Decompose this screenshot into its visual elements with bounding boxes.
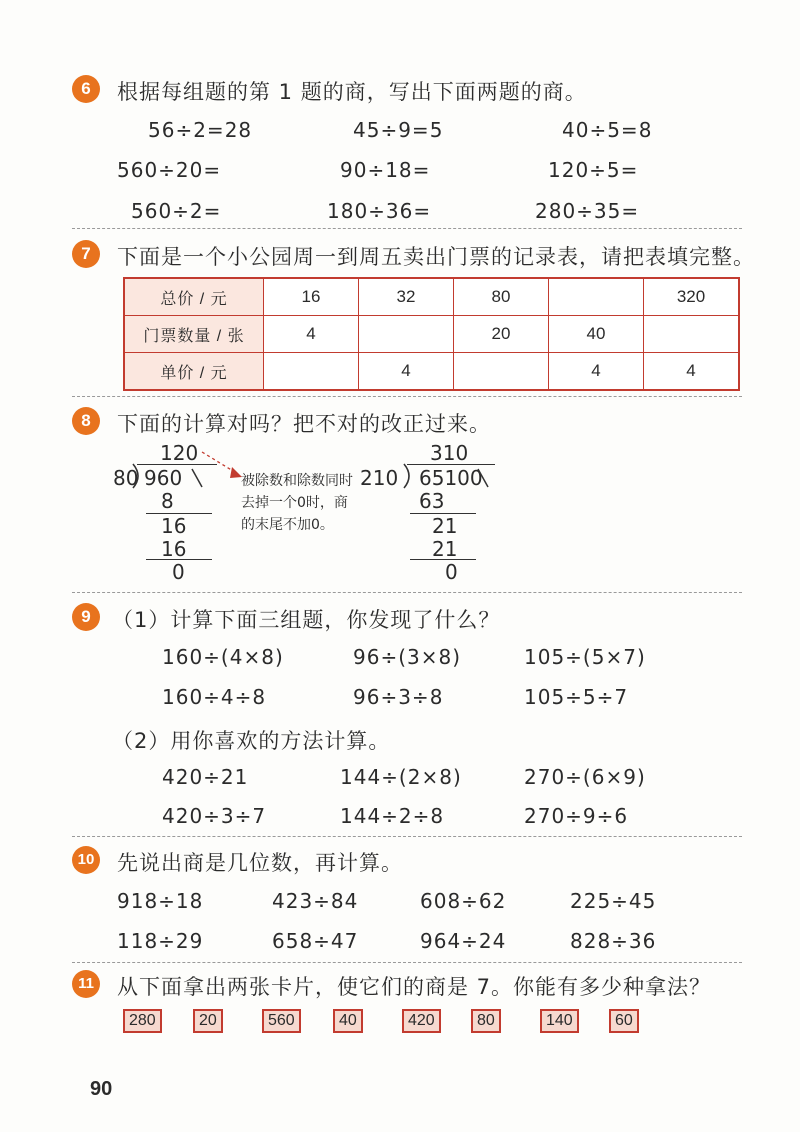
number-card[interactable]: 420 [402, 1009, 441, 1033]
expression: 120÷5= [548, 158, 639, 182]
expression: 225÷45 [570, 889, 657, 913]
table-row [124, 278, 739, 316]
table-cell[interactable] [454, 353, 549, 391]
question-number-7: 7 [72, 240, 100, 268]
dividend: 65100 [419, 466, 483, 490]
expression: 423÷84 [272, 889, 359, 913]
number-card[interactable]: 140 [540, 1009, 579, 1033]
question-6-title: 根据每组题的第 1 题的商，写出下面两题的商。 [117, 80, 587, 104]
row-header: 单价 / 元 [124, 353, 264, 391]
quotient: 310 [430, 441, 469, 465]
section-divider [72, 396, 742, 397]
question-number-8: 8 [72, 407, 100, 435]
section-divider [72, 592, 742, 593]
question-number-11: 11 [72, 970, 100, 998]
number-card[interactable]: 60 [609, 1009, 639, 1033]
number-card[interactable]: 40 [333, 1009, 363, 1033]
expression: 160÷(4×8) [162, 645, 284, 669]
expression: 96÷(3×8) [353, 645, 462, 669]
question-9-part1: （1）计算下面三组题，你发现了什么？ [112, 608, 501, 632]
table-cell[interactable] [359, 316, 454, 353]
expression: 45÷9=5 [353, 118, 444, 142]
step-line: 63 [419, 489, 445, 513]
table-cell[interactable]: 32 [359, 278, 454, 316]
row-header: 门票数量 / 张 [124, 316, 264, 353]
step-line: 0 [172, 560, 185, 584]
question-11-title: 从下面拿出两张卡片，使它们的商是 7。你能有多少种拿法？ [117, 975, 712, 999]
ticket-record-table [123, 277, 740, 391]
step-line: 21 [432, 537, 458, 561]
expression: 180÷36= [327, 199, 432, 223]
section-divider [72, 962, 742, 963]
division-bracket-icon [131, 462, 145, 490]
step-line: 8 [161, 489, 174, 513]
section-divider [72, 836, 742, 837]
expression: 96÷3÷8 [353, 685, 444, 709]
quotient: 120 [160, 441, 199, 465]
expression: 118÷29 [117, 929, 204, 953]
expression: 144÷2÷8 [340, 804, 445, 828]
step-line: 0 [445, 560, 458, 584]
question-number-6: 6 [72, 75, 100, 103]
expression: 105÷(5×7) [524, 645, 646, 669]
page-number: 90 [90, 1078, 113, 1100]
explanation-note: 被除数和除数同时去掉一个0时，商的末尾不加0。 [241, 473, 353, 533]
table-cell[interactable]: 4 [644, 353, 740, 391]
expression: 608÷62 [420, 889, 507, 913]
expression: 420÷21 [162, 765, 249, 789]
number-card[interactable]: 560 [262, 1009, 301, 1033]
expression: 160÷4÷8 [162, 685, 267, 709]
expression: 105÷5÷7 [524, 685, 629, 709]
cross-out-mark-icon [474, 465, 492, 491]
step-line: 16 [161, 537, 187, 561]
question-number-10: 10 [72, 846, 100, 874]
expression: 964÷24 [420, 929, 507, 953]
section-divider [72, 228, 742, 229]
row-header: 总价 / 元 [124, 278, 264, 316]
table-cell[interactable]: 4 [549, 353, 644, 391]
expression: 56÷2=28 [148, 118, 253, 142]
expression: 40÷5=8 [562, 118, 653, 142]
table-cell[interactable]: 4 [264, 316, 359, 353]
division-bracket-icon [402, 462, 416, 490]
expression: 280÷35= [535, 199, 640, 223]
expression: 420÷3÷7 [162, 804, 267, 828]
table-cell[interactable]: 16 [264, 278, 359, 316]
table-cell[interactable] [264, 353, 359, 391]
number-card[interactable]: 280 [123, 1009, 162, 1033]
expression: 144÷(2×8) [340, 765, 462, 789]
table-cell[interactable]: 20 [454, 316, 549, 353]
step-line: 16 [161, 514, 187, 538]
divisor: 210 [360, 466, 399, 490]
question-9-part2: （2）用你喜欢的方法计算。 [112, 729, 391, 753]
table-cell[interactable]: 80 [454, 278, 549, 316]
expression: 90÷18= [340, 158, 431, 182]
table-row [124, 353, 739, 391]
question-number-9: 9 [72, 603, 100, 631]
dividend: 960 [144, 466, 183, 490]
table-cell[interactable]: 40 [549, 316, 644, 353]
table-cell[interactable]: 4 [359, 353, 454, 391]
question-10-title: 先说出商是几位数，再计算。 [117, 851, 403, 875]
table-row [124, 316, 739, 353]
number-card[interactable]: 80 [471, 1009, 501, 1033]
expression: 828÷36 [570, 929, 657, 953]
expression: 560÷20= [117, 158, 222, 182]
divisor: 80 [113, 466, 139, 490]
expression: 918÷18 [117, 889, 204, 913]
expression: 658÷47 [272, 929, 359, 953]
expression: 270÷(6×9) [524, 765, 646, 789]
question-8-title: 下面的计算对吗？把不对的改正过来。 [117, 412, 491, 436]
table-cell[interactable]: 320 [644, 278, 740, 316]
table-cell[interactable] [644, 316, 740, 353]
expression: 560÷2= [131, 199, 222, 223]
number-card[interactable]: 20 [193, 1009, 223, 1033]
table-cell[interactable] [549, 278, 644, 316]
question-7-title: 下面是一个小公园周一到周五卖出门票的记录表，请把表填完整。 [117, 245, 755, 269]
expression: 270÷9÷6 [524, 804, 629, 828]
step-bar [410, 559, 476, 560]
step-line: 21 [432, 514, 458, 538]
